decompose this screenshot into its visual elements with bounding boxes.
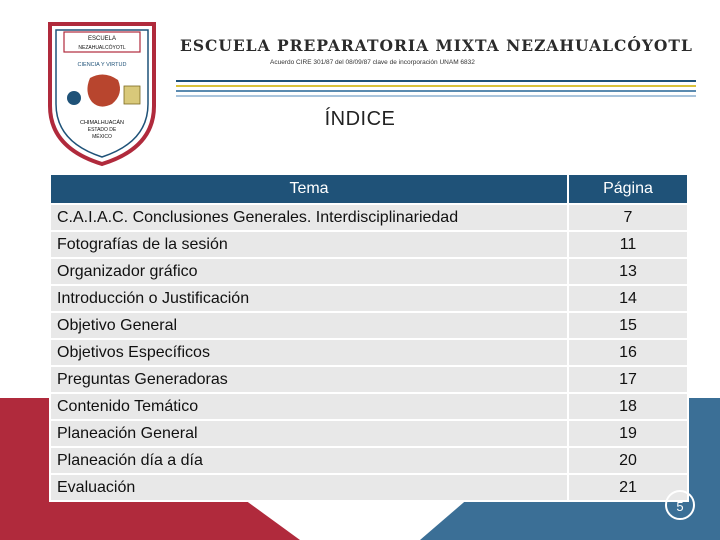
row-page: 19: [568, 420, 688, 447]
row-page: 17: [568, 366, 688, 393]
crest-text-4: ESTADO DE: [87, 127, 117, 133]
row-page: 20: [568, 447, 688, 474]
row-page: 21: [568, 474, 688, 501]
table-row: [50, 474, 688, 501]
row-topic: Planeación día a día: [50, 447, 568, 474]
crest-text-3: CHIMALHUACÁN: [79, 120, 125, 126]
row-topic: Planeación General: [50, 420, 568, 447]
row-page: 18: [568, 393, 688, 420]
row-topic: Fotografías de la sesión: [50, 231, 568, 258]
school-crest-logo: [44, 18, 160, 168]
row-topic: Objetivo General: [50, 312, 568, 339]
table-row: [50, 393, 688, 420]
table-row: [50, 285, 688, 312]
index-table: [49, 173, 689, 502]
table-row: [50, 258, 688, 285]
row-topic: Preguntas Generadoras: [50, 366, 568, 393]
table-row: [50, 312, 688, 339]
row-topic: C.A.I.A.C. Conclusiones Generales. Interdisciplinariedad: [50, 204, 568, 231]
slide-number: 5: [665, 490, 695, 520]
table-row: [50, 339, 688, 366]
crest-text-1: ESCUELA: [87, 36, 117, 42]
row-topic: Objetivos Específicos: [50, 339, 568, 366]
row-topic: Introducción o Justificación: [50, 285, 568, 312]
row-page: 13: [568, 258, 688, 285]
page-title: ÍNDICE: [324, 108, 396, 130]
crest-text-5: MÉXICO: [92, 134, 112, 140]
row-page: 16: [568, 339, 688, 366]
crest-text-2: NEZAHUALCÓYOTL: [78, 45, 126, 51]
table-header-row: [50, 174, 688, 204]
row-topic: Contenido Temático: [50, 393, 568, 420]
table-row: [50, 231, 688, 258]
school-name: ESCUELA PREPARATORIA MIXTA NEZAHUALCÓYOTL: [180, 36, 693, 55]
table-row: [50, 447, 688, 474]
table-row: [50, 366, 688, 393]
row-page: 15: [568, 312, 688, 339]
table-row: [50, 420, 688, 447]
header-topic: Tema: [50, 174, 568, 204]
row-page: 11: [568, 231, 688, 258]
crest-motto: CIENCIA Y VIRTUD: [77, 62, 127, 68]
row-page: 14: [568, 285, 688, 312]
table-row: [50, 204, 688, 231]
school-accreditation: Acuerdo CIRE 301/87 del 08/09/87 clave de incorporación UNAM 6832: [270, 59, 475, 66]
row-topic: Organizador gráfico: [50, 258, 568, 285]
header-page: Página: [568, 174, 688, 204]
row-page: 7: [568, 204, 688, 231]
header-stripes: [176, 80, 696, 100]
row-topic: Evaluación: [50, 474, 568, 501]
